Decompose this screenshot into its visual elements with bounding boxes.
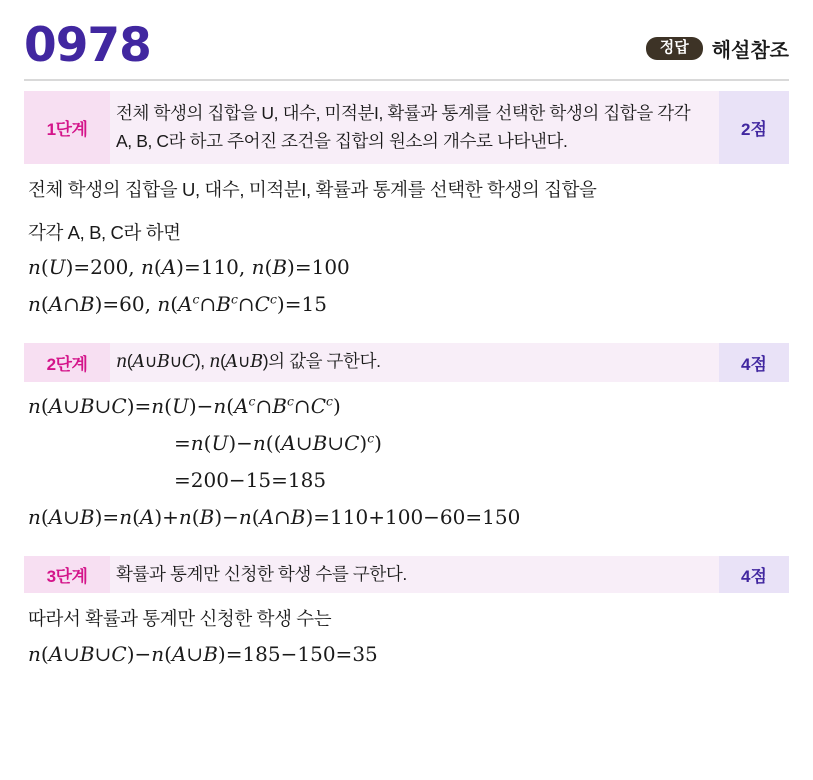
math-line-p1-1: n(U)=200, n(A)=110, n(B)=100: [28, 255, 350, 280]
step-row-2: [24, 343, 789, 382]
solution-intro-line-2: 각각 A, B, C라 하면: [28, 221, 181, 243]
step-row-3: [24, 556, 789, 594]
step-points-1: 2점: [719, 91, 789, 164]
step-points-3: 4점: [719, 556, 789, 594]
step-badge-1: 1단계: [24, 91, 110, 164]
math-line-p2-2: =n(U)−n((A∪B∪C)$^c$): [174, 430, 382, 455]
math-line-p1-2: n(A∩B)=60, $n(A^c\cap B^c\cap C^c)=15$: [28, 291, 327, 317]
step-points-2: 4점: [719, 343, 789, 382]
math-line-p2-3: =200−15=185: [174, 467, 327, 492]
answer-group: [646, 34, 789, 69]
solution-conclusion-line: 따라서 확률과 통계만 신청한 학생 수는: [28, 608, 332, 630]
step-text-3: 확률과 통계만 신청한 학생 수를 구한다.: [110, 556, 719, 594]
step-text-1: 전체 학생의 집합을 U, 대수, 미적분I, 확률과 통계를 선택한 학생의 집합을 각각 A, B, C라 하고 주어진 조건을 집합의 원소의 개수로 나타낸다.: [110, 91, 719, 164]
answer-value: 해설참조: [711, 40, 789, 62]
header-divider: [24, 79, 789, 81]
math-line-p2-1: $n(A\cup B\cup C)=n(U)-n(A^c\cap B^c\cap C^c)$: [28, 393, 341, 418]
step-row-1: [24, 91, 789, 164]
math-line-p3-1: n(A∪B∪C)−n(A∪B)=185−150=35: [28, 641, 378, 666]
step-badge-3: 3단계: [24, 556, 110, 594]
math-line-p2-4: n(A∪B)=n(A)+n(B)−n(A∩B)=110+100−60=150: [28, 504, 521, 529]
step-badge-2: 2단계: [24, 343, 110, 382]
step-text-2: n(A∪B∪C), n(A∪B)의 값을 구한다.: [110, 343, 719, 382]
problem-number: 0978: [24, 18, 151, 73]
solution-intro-line-1: 전체 학생의 집합을 U, 대수, 미적분I, 확률과 통계를 선택한 학생의 집합을: [28, 179, 597, 201]
page-header: [24, 0, 789, 75]
answer-badge: 정답: [646, 37, 703, 61]
